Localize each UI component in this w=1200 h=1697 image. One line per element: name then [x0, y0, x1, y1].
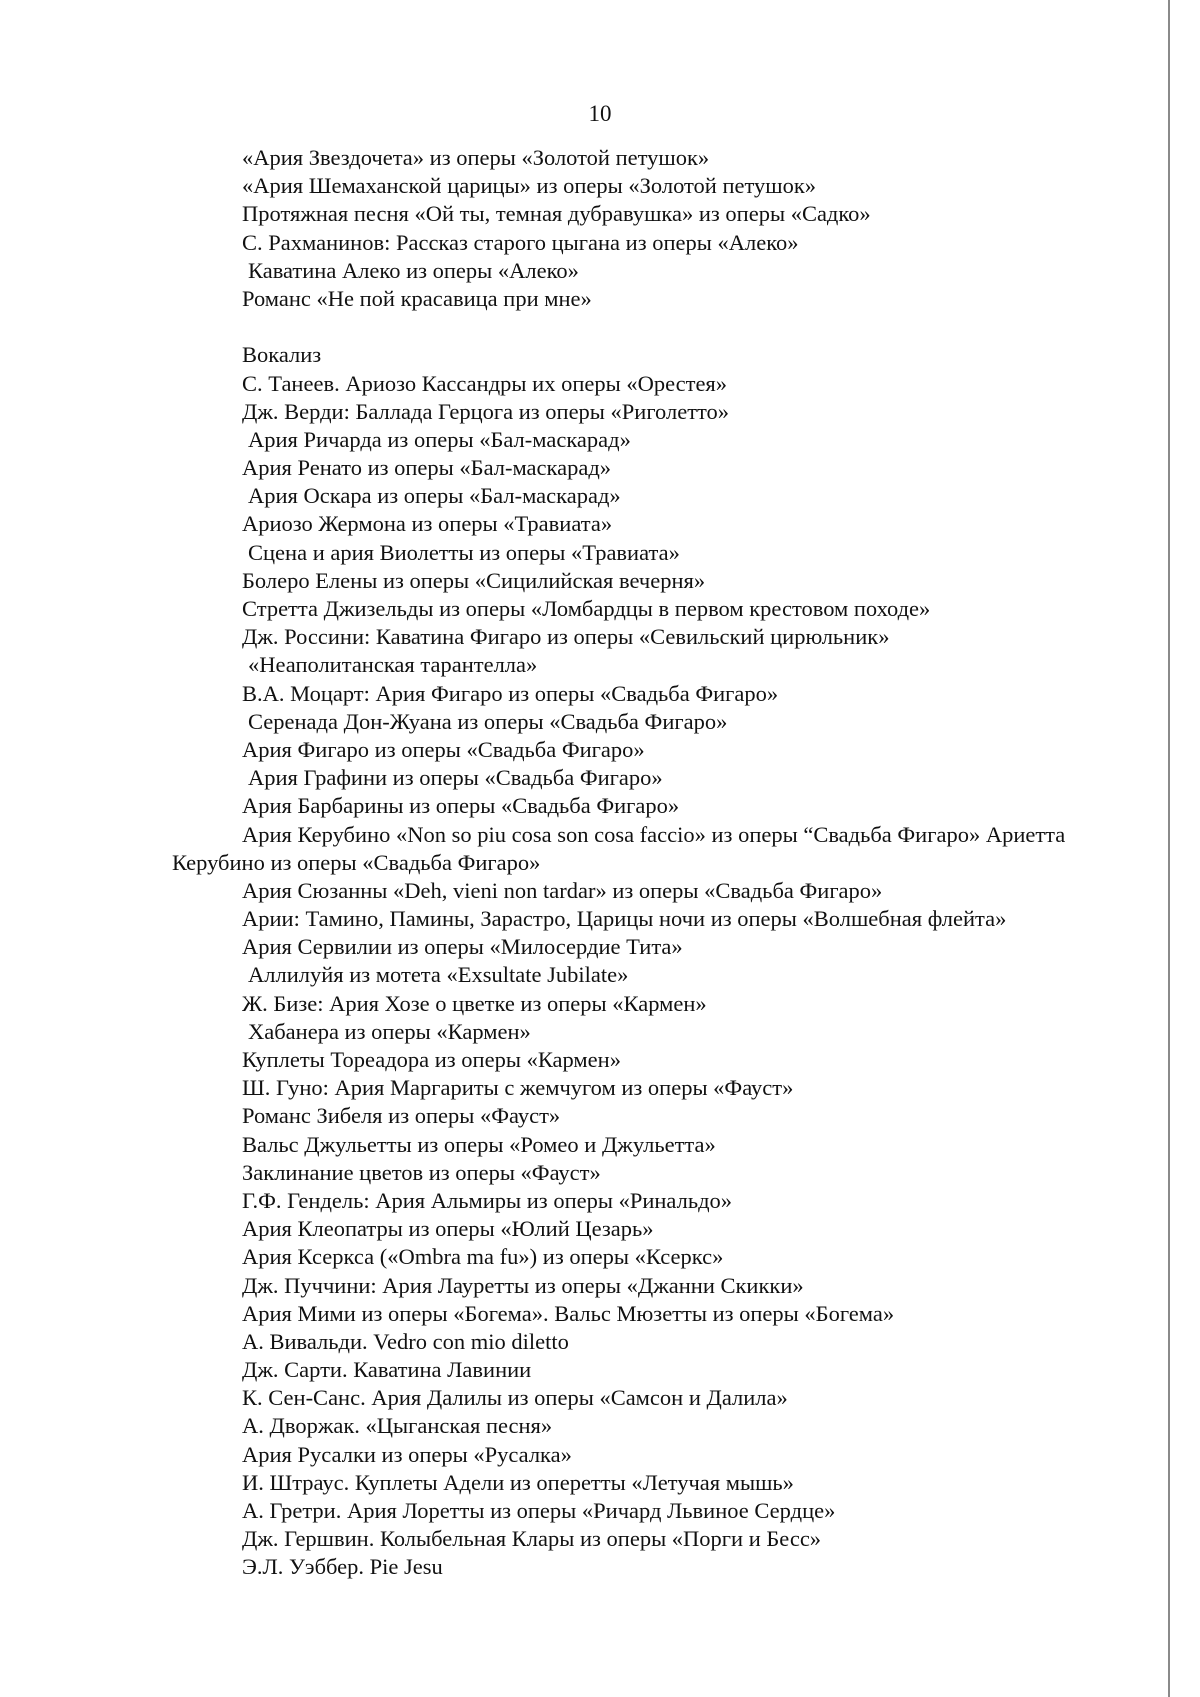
list-item: Серенада Дон-Жуана из оперы «Свадьба Фигаро»	[248, 708, 728, 734]
list-item: К. Сен-Санс. Ария Далилы из оперы «Самсон и Далила»	[242, 1385, 788, 1411]
list-item: А. Гретри. Ария Лоретты из оперы «Ричард Львиное Сердце»	[242, 1498, 836, 1523]
list-item: Ария Сюзанны «Deh, vieni non tardar» из оперы «Свадьба Фигаро»	[242, 877, 883, 903]
list-item: Болеро Елены из оперы «Сицилийская вечерня»	[242, 567, 706, 593]
list-item: Протяжная песня «Ой ты, темная дубравушка» из оперы «Садко»	[242, 201, 871, 227]
list-item: В.А. Моцарт: Ария Фигаро из оперы «Свадьба Фигаро»	[242, 680, 779, 706]
page-number: 10	[588, 101, 612, 126]
list-item: С. Танеев. Ариозо Кассандры их оперы «Орестея»	[242, 370, 728, 396]
list-item: Ария Сервилии из оперы «Милосердие Тита»	[242, 934, 683, 960]
list-item: «Ария Шемаханской царицы» из оперы «Золотой петушок»	[242, 173, 817, 199]
list-item: Сцена и ария Виолетты из оперы «Травиата»	[248, 539, 680, 565]
list-item: Ария Барбарины из оперы «Свадьба Фигаро»	[242, 793, 680, 819]
list-item-continuation: Керубино из оперы «Свадьба Фигаро»	[172, 849, 541, 875]
list-item: «Неаполитанская тарантелла»	[248, 652, 538, 678]
list-item: А. Вивальди. Vedro con mio diletto	[242, 1328, 569, 1354]
list-item: Ж. Бизе: Ария Хозе о цветке из оперы «Кармен»	[242, 990, 707, 1016]
list-item: Вальс Джульетты из оперы «Ромео и Джульетта»	[242, 1131, 716, 1157]
list-item: Ариозо Жермона из оперы «Травиата»	[242, 511, 613, 537]
list-item: Ш. Гуно: Ария Маргариты с жемчугом из оперы «Фауст»	[242, 1075, 794, 1101]
list-item: Ария Русалки из оперы «Русалка»	[242, 1441, 572, 1467]
list-item: Ария Клеопатры из оперы «Юлий Цезарь»	[242, 1216, 654, 1242]
list-item: Э.Л. Уэббер. Pie Jesu	[242, 1554, 443, 1580]
list-item: А. Дворжак. «Цыганская песня»	[242, 1413, 553, 1439]
page-edge-rule	[1168, 0, 1170, 1697]
list-item: И. Штраус. Куплеты Адели из оперетты «Летучая мышь»	[242, 1469, 794, 1495]
list-item: Дж. Россини: Каватина Фигаро из оперы «Севильский цирюльник»	[242, 624, 890, 650]
list-item: Ария Ренато из оперы «Бал-маскарад»	[242, 455, 612, 481]
list-item: Каватина Алеко из оперы «Алеко»	[248, 257, 579, 283]
list-item: Стретта Джизельды из оперы «Ломбардцы в первом крестовом походе»	[242, 596, 931, 621]
list-item: Арии: Тамино, Памины, Зарастро, Царицы ночи из оперы «Волшебная флейта»	[242, 906, 1007, 932]
list-item: Хабанера из оперы «Кармен»	[248, 1018, 531, 1044]
list-item: Ария Ричарда из оперы «Бал-маскарад»	[248, 426, 631, 452]
list-item: Куплеты Тореадора из оперы «Кармен»	[242, 1047, 621, 1072]
list-item: Ария Фигаро из оперы «Свадьба Фигаро»	[242, 736, 645, 762]
list-item: Ария Мими из оперы «Богема». Вальс Мюзетты из оперы «Богема»	[242, 1300, 895, 1326]
list-item: Дж. Пуччини: Ария Лауретты из оперы «Джанни Скикки»	[242, 1272, 804, 1298]
list-item: Дж. Сарти. Каватина Лавинии	[242, 1357, 532, 1383]
list-item: Дж. Гершвин. Колыбельная Клары из оперы «Порги и Бесс»	[242, 1526, 822, 1552]
list-item: Дж. Верди: Баллада Герцога из оперы «Риголетто»	[242, 398, 730, 424]
list-item: Г.Ф. Гендель: Ария Альмиры из оперы «Ринальдо»	[242, 1187, 733, 1213]
list-item: Ария Керубино «Non so piu cosa son cosa faccio» из оперы “Свадьба Фигаро» Ариетта	[242, 821, 1066, 847]
list-item: «Ария Звездочета» из оперы «Золотой петушок»	[242, 145, 710, 170]
blank-line	[0, 313, 1160, 341]
list-item: Ария Оскара из оперы «Бал-маскарад»	[248, 483, 621, 509]
list-item: Вокализ	[242, 342, 322, 368]
list-item: Аллилуйя из мотета «Exsultate Jubilate»	[248, 962, 629, 988]
list-item: Ария Ксеркса («Ombra ma fu») из оперы «Ксеркс»	[242, 1244, 724, 1270]
repertoire-list	[0, 144, 1160, 1582]
list-item: Романс Зибеля из оперы «Фауст»	[242, 1103, 561, 1129]
list-item: С. Рахманинов: Рассказ старого цыгана из оперы «Алеко»	[242, 229, 799, 255]
list-item: Романс «Не пой красавица при мне»	[242, 285, 592, 311]
list-item: Ария Графини из оперы «Свадьба Фигаро»	[248, 765, 663, 791]
list-item: Заклинание цветов из оперы «Фауст»	[242, 1159, 601, 1185]
